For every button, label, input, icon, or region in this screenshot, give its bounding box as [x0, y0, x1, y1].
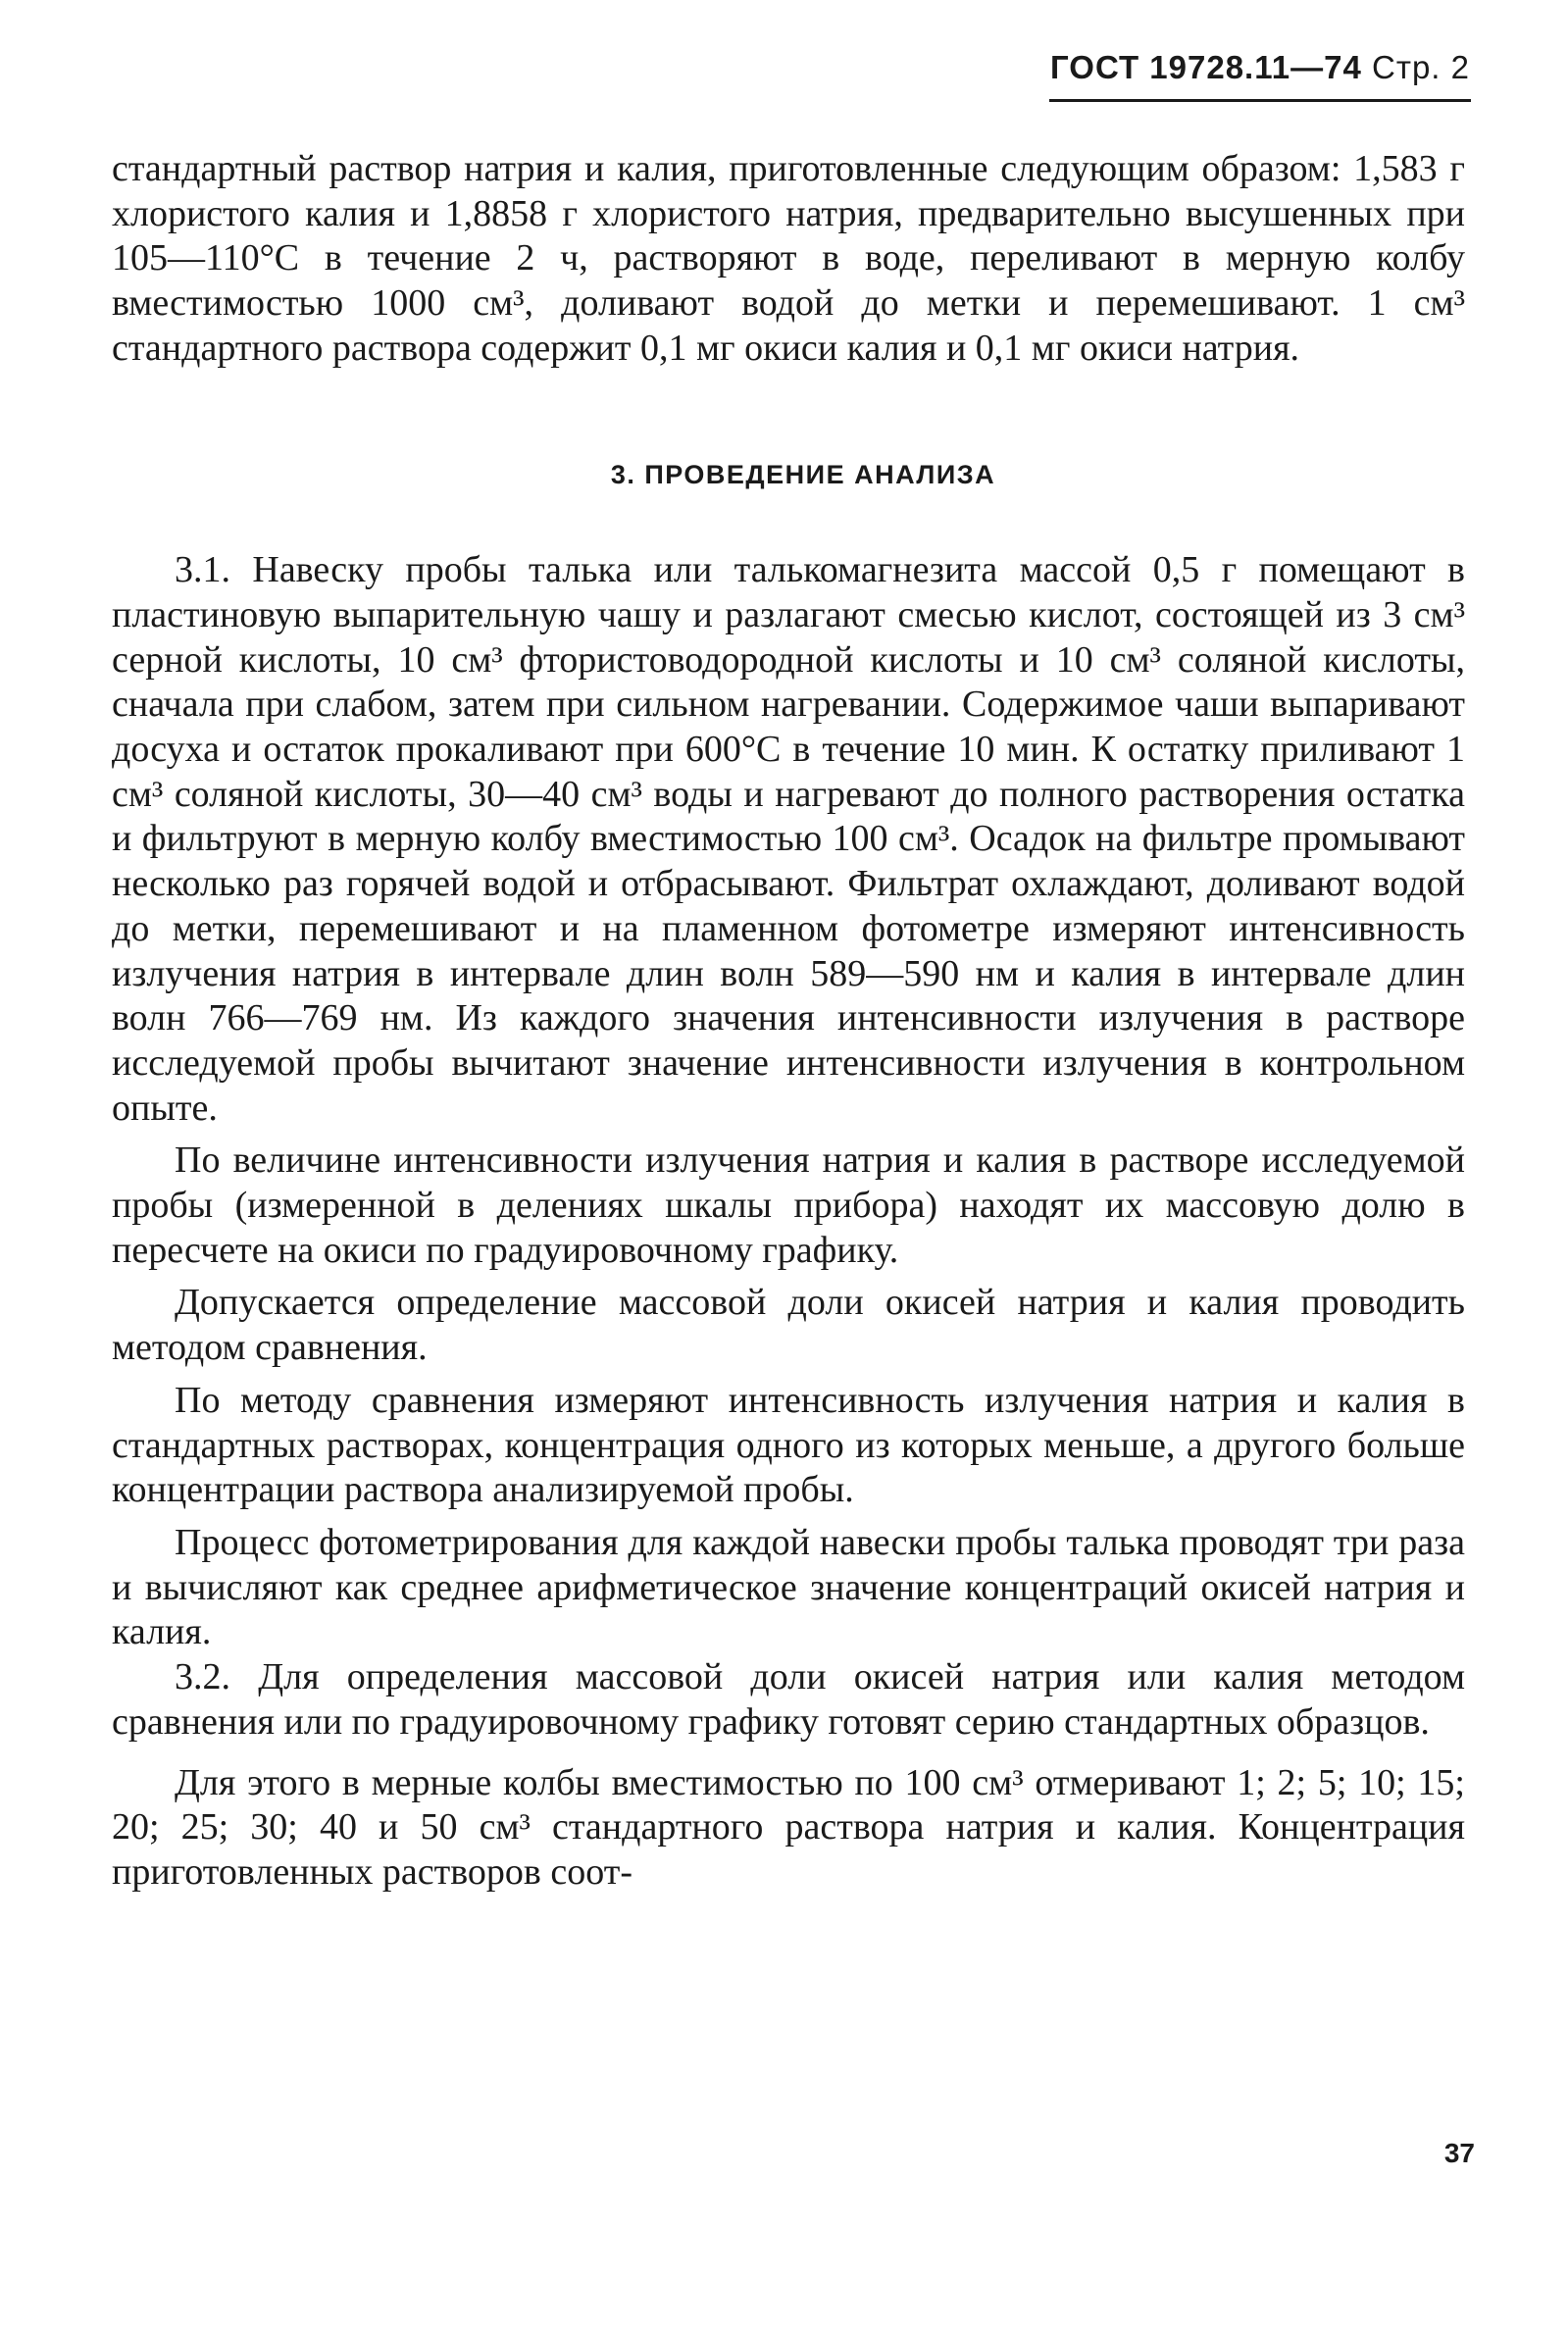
page-number: 37: [1443, 2138, 1475, 2168]
paragraph-process: Процесс фотометрирования для каждой навески пробы талька проводят три раза и вычисляют как среднее арифметическое значение концентраций окисей натрия и калия.: [112, 1521, 1465, 1653]
standard-designation: ГОСТ 19728.11—74: [1050, 49, 1362, 85]
body-text: [112, 147, 1465, 1896]
section-heading: 3. ПРОВЕДЕНИЕ АНАЛИЗА: [610, 459, 996, 489]
page-label: Стр. 2: [1372, 49, 1470, 85]
paragraph-intro: стандартный раствор натрия и калия, приготовленные следующим образом: 1,583 г хлористого калия и 1,8858 г хлористого натрия, предварительно высушенных при 105—110°С в течение 2 ч, растворяют в воде, переливают в мерную колбу вместимостью 1000 см³, доливают водой до метки и перемешивают. 1 см³ стандартного раствора содержит 0,1 мг окиси калия и 0,1 мг окиси натрия.: [112, 148, 1465, 369]
paragraph-compare: По методу сравнения измеряют интенсивность излучения натрия и калия в стандартных растворах, концентрация одного из которых меньше, а другого больше концентрации раствора анализируемой пробы.: [112, 1379, 1465, 1511]
paragraph-3-2: 3.2. Для определения массовой доли окисей натрия или калия методом сравнения или по градуировочному графику готовят серию стандартных образцов.: [112, 1656, 1465, 1743]
page-header: [1050, 49, 1470, 86]
paragraph-graph: По величине интенсивности излучения натрия и калия в растворе исследуемой пробы (измеренной в делениях шкалы прибора) находят их массовую долю в пересчете на окиси по градуировочному графику.: [112, 1139, 1465, 1271]
paragraph-series: Для этого в мерные колбы вместимостью по 100 см³ отмеривают 1; 2; 5; 10; 15; 20; 25; 30; 40 и 50 см³ стандартного раствора натрия и калия. Концентрация приготовленных растворов соот-: [112, 1761, 1465, 1893]
header-rule: [1049, 99, 1471, 102]
paragraph-allowed: Допускается определение массовой доли окисей натрия и калия проводить методом сравнения.: [112, 1282, 1465, 1369]
paragraph-3-1: 3.1. Навеску пробы талька или талькомагнезита массой 0,5 г помещают в пластиновую выпарительную чашу и разлагают смесью кислот, состоящей из 3 см³ серной кислоты, 10 см³ фтористоводородной кислоты и 10 см³ соляной кислоты, сначала при слабом, затем при сильном нагревании. Содержимое чаши выпаривают досуха и остаток прокаливают при 600°С в течение 10 мин. К остатку приливают 1 см³ соляной кислоты, 30—40 см³ воды и нагревают до полного растворения остатка и фильтруют в мерную колбу вместимостью 100 см³. Осадок на фильтре промывают несколько раз горячей водой и отбрасывают. Фильтрат охлаждают, доливают водой до метки, перемешивают и на пламенном фотометре измеряют интенсивность излучения натрия в интервале длин волн 589—590 нм и калия в интервале длин волн 766—769 нм. Из каждого значения интенсивности излучения в растворе исследуемой пробы вычитают значение интенсивности излучения в контрольном опыте.: [112, 549, 1465, 1129]
